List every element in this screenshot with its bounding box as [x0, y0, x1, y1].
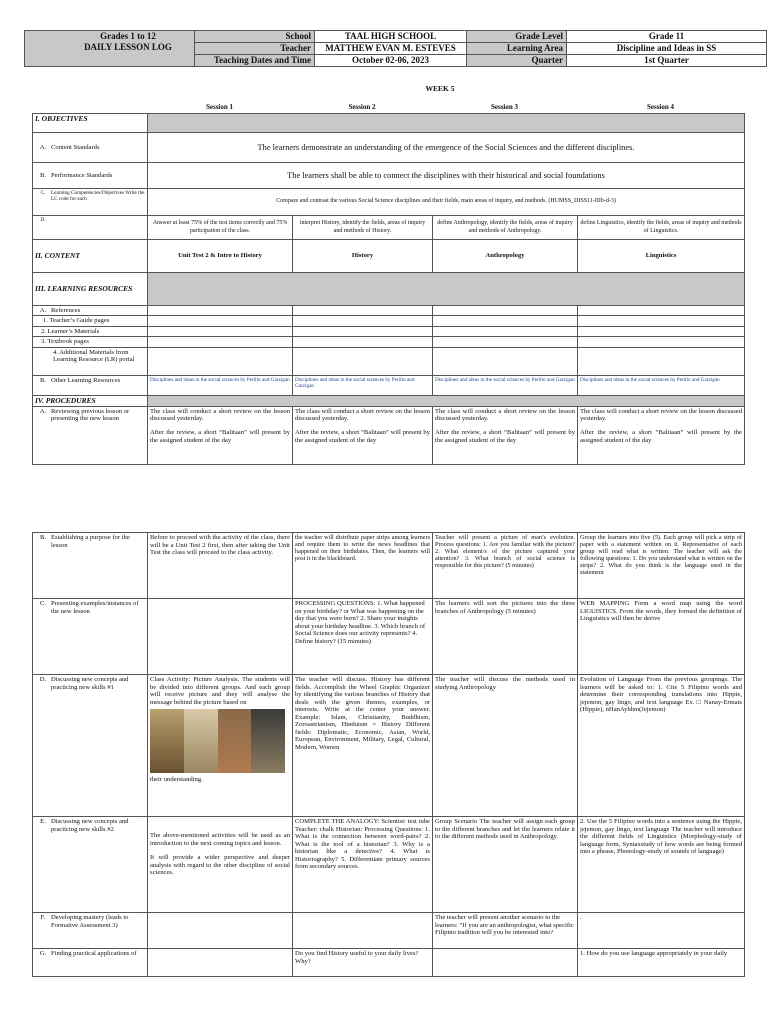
- review-label: Reviewing previous lesson or presenting the new lesson: [51, 407, 130, 423]
- examples-session-1: [148, 599, 293, 675]
- school-value: TAAL HIGH SCHOOL: [315, 31, 467, 43]
- purpose-label: Establishing a purpose for the lesson: [51, 534, 130, 549]
- mastery-session-3: The teacher will present another scenario to the learners: “If you are an anthropologist, what specific Filipino tradition will you be interested into?: [433, 913, 578, 949]
- new-skills-2-session-1: The above-mentioned activities will be used as an introduction to the next coming topics and lesson. It will provide a wider perspective and deeper analysis with regard to the other discipline of social sciences.: [148, 817, 293, 913]
- teachers-guide-label: 1. Teacher’s Guide pages: [33, 316, 148, 326]
- log-title: DAILY LESSON LOG: [84, 42, 172, 52]
- performance-standards-label: Performance Standards: [51, 171, 113, 179]
- new-skills-2-session-4: 2. Use the 5 Filipino words into a sentence using the Hippie, jejemon, gay lingo, text language The teacher will introduce the different fields of Linguistics (Morphology-study of language form, Syntaxstudy of how words are being formed into a phrase, Phonology-study of sounds of language): [578, 817, 745, 913]
- other-resources-letter: B.: [39, 376, 47, 384]
- new-skills-1-session-2: The teacher will discuss. History has different fields. Accomplish the Wheel Graphic Organizer by identifying the various branches of History that deals with the given themes, examples, or interests. Write at the center your answer. Example: Islam, Christianity, Buddhism, Zoroastrianism, Hinduism = History Different fields: Diplomatic, Economic, Asian, World, European, Environment, Military, Legal, Cultural, Modern, Women: [293, 675, 433, 817]
- performance-standards-text: The learners shall be able to connect the disciplines with their historical and social foundations: [148, 163, 745, 189]
- review-letter: A.: [39, 407, 47, 415]
- procedures-heading: IV. PROCEDURES: [33, 395, 148, 406]
- new-skills-1-session-1: Class Activity: Picture Analysis. The students will be divided into different groups. And each group will receive picture and they will analyse the message behind the picture based on their understanding.: [148, 675, 293, 817]
- other-resources-session-3: Disciplines and ideas in the social sciences by Perillo and Garzigan: [433, 375, 578, 395]
- mastery-letter: F.: [40, 914, 46, 921]
- content-session-1: Unit Test 2 & Intro to History: [148, 240, 293, 273]
- teacher-label: Teacher: [195, 43, 315, 55]
- quarter-label: Quarter: [467, 55, 567, 67]
- objective-d-letter: D.: [40, 217, 46, 223]
- objective-d-session-2: interpret History, identify the fields, areas of inquiry and methods of History.: [293, 216, 433, 240]
- examples-session-4: WEB MAPPING Form a word map using the word LIGUISTICS. From the words, they formed the definition of Linguistics will then be derive: [578, 599, 745, 675]
- performance-standards-letter: B.: [39, 171, 47, 179]
- quarter-value: 1st Quarter: [567, 55, 767, 67]
- other-resources-session-2: Disciplines and ideas in the social sciences by Perillo and Garzigan: [293, 375, 433, 395]
- lesson-table-page-2: [32, 532, 745, 977]
- session-3-header: Session 3: [490, 103, 519, 111]
- new-skills-1-session-4: Evolution of Language From the previous groupings. The learners will be asked to: 1. Cite 5 Filipino words and determine their corresponding translations into Hippie, jejemon, gay lingo, and text language Ex. □ Nanay-Ermats (Hippie), nHanAyhhm(Jejemon): [578, 675, 745, 817]
- new-skills-2-label: Discussing new concepts and practicing new skills #2: [51, 818, 129, 833]
- school-label: School: [195, 31, 315, 43]
- applications-letter: G.: [39, 950, 47, 957]
- objective-d-session-3: define Anthropology, identify the fields, areas of inquiry and methods of Anthropology.: [433, 216, 578, 240]
- mastery-session-4: .: [578, 913, 745, 949]
- teacher-value: MATTHEW EVAN M. ESTEVES: [315, 43, 467, 55]
- content-standards-letter: A.: [39, 143, 47, 151]
- session-headers: [0, 103, 768, 113]
- dates-label: Teaching Dates and Time: [195, 55, 315, 67]
- new-skills-2-session-2: COMPLETE THE ANALOGY: Scientist: test tube Teacher: chalk Historian: Processing Questions: 1. What is the connection between word-pairs? 2. What is the tool of a historian? 3. Why is a historian like a detective? 4. What is Historiography? 5. Differentiate primary sources from secondary sources.: [293, 817, 433, 913]
- additional-materials-label: 4. Additional Materials from Learning Resource (LR) portal: [33, 347, 148, 375]
- new-skills-2-session-3: Group Scenario The teacher will assign each group to the different branches and let the learners relate it to the different methods used in Anthropology.: [433, 817, 578, 913]
- examples-session-3: The learners will sort the pictures into the three branches of Anthropology (5 minutes): [433, 599, 578, 675]
- header-table: [24, 30, 767, 67]
- textbook-pages-label: 3. Textbook pages: [33, 337, 148, 347]
- content-session-3: Anthropology: [433, 240, 578, 273]
- other-resources-label: Other Learning Resources: [51, 376, 121, 384]
- session-2-header: Session 2: [348, 103, 376, 111]
- grade-level-value: Grade 11: [567, 31, 767, 43]
- content-standards-label: Content Standards: [51, 143, 100, 151]
- grade-level-label: Grade Level: [467, 31, 567, 43]
- references-label: References: [51, 307, 81, 314]
- objective-d-session-1: Answer at least 75% of the test items correctly and 75% participation of the class.: [148, 216, 293, 240]
- review-session-2: The class will conduct a short review on the lesson discussed yesterday. After the review, a short “Balitaan” will present by the assigned student of the day: [293, 406, 433, 464]
- session-1-header: Session 1: [205, 103, 234, 111]
- review-session-3: The class will conduct a short review on the lesson discussed yesterday. After the review, a short “Balitaan” will present by the assigned student of the day: [433, 406, 578, 464]
- learners-materials-label: 2. Learner’s Materials: [33, 326, 148, 336]
- new-skills-1-letter: D.: [39, 676, 47, 683]
- resources-heading: III. LEARNING RESOURCES: [33, 273, 148, 306]
- objectives-heading: I. OBJECTIVES: [33, 114, 148, 133]
- purpose-letter: B.: [39, 534, 47, 541]
- new-skills-1-label: Discussing new concepts and practicing new skills #1: [51, 676, 129, 691]
- applications-label: Finding practical applications of: [51, 950, 137, 957]
- competencies-letter: C.: [40, 190, 46, 196]
- references-letter: A.: [39, 307, 47, 314]
- purpose-session-1: Before to proceed with the activity of the class, there will be a Unit Test 2 first, then after taking the Unit Test the class will proceed to the class activity.: [148, 533, 293, 599]
- review-session-4: The class will conduct a short review on the lesson discussed yesterday. After the review, a short “Balitaan” will present by the assigned student of the day: [578, 406, 745, 464]
- dates-value: October 02-06, 2023: [315, 55, 467, 67]
- content-session-2: History: [293, 240, 433, 273]
- purpose-session-2: the teacher will distribute paper strips among learners and require them to write the news headlines that happened on their birthdates. Then, the learners will post it in the blackboard.: [293, 533, 433, 599]
- content-standards-text: The learners demonstrate an understanding of the emergence of the Social Sciences and the different disciplines.: [148, 133, 745, 163]
- other-resources-session-1: Disciplines and ideas in the social sciences by Perillo and Garzigan: [148, 375, 293, 395]
- week-label: WEEK 5: [425, 84, 455, 93]
- new-skills-2-letter: E.: [40, 818, 46, 825]
- mastery-session-2: [293, 913, 433, 949]
- examples-session-2: PROCESSING QUESTIONS: 1. What happened on your birthday? or What was happening on the day that you were born? 2. Share your insights about your birthday headline. 3. Which branch of Social Science does our activity represents? 4. Define history? (15 minutes): [293, 599, 433, 675]
- objective-d-session-4: define Linguistics, identify the fields, areas of inquiry and methods of Linguistics.: [578, 216, 745, 240]
- examples-label: Presenting examples/instances of the new lesson: [51, 600, 139, 615]
- grades-label: Grades 1 to 12: [100, 31, 156, 41]
- applications-session-4: 1. How do you use language appropriately in your daily: [578, 949, 745, 977]
- purpose-session-4: Group the learners into five (5). Each group will pick a strip of paper with a statement written on it. Representative of each group will read what is written. The teacher will ask the following questions: 1. Do you understand what is written on the strips? 2. What do you think is the language used in the statement: [578, 533, 745, 599]
- new-skills-1-session-3: The teacher will discuss the methods used in studying Anthropology: [433, 675, 578, 817]
- other-resources-session-4: Disciplines and ideas in the social sciences by Perillo and Garzigan: [578, 375, 745, 395]
- review-session-1: The class will conduct a short review on the lesson discussed yesterday. After the review, a short “Balitaan” will present by the assigned student of the day: [148, 406, 293, 464]
- content-session-4: Linguistics: [578, 240, 745, 273]
- examples-letter: C.: [39, 600, 47, 607]
- applications-session-2: Do you find History useful to your daily lives? Why?: [293, 949, 433, 977]
- learning-area-label: Learning Area: [467, 43, 567, 55]
- applications-session-1: [148, 949, 293, 977]
- purpose-session-3: Teacher will present a picture of man’s evolution. Process questions: 1. Are you familiar with the picture? 2. What element/s of the picture captured your attention? 3. What branch of social science is responsible for this picture? (5 minutes): [433, 533, 578, 599]
- lesson-table-page-1: [32, 113, 745, 465]
- session-4-header: Session 4: [646, 103, 675, 111]
- learning-area-value: Discipline and Ideas in SS: [567, 43, 767, 55]
- competencies-text: Compare and contrast the various Social Science disciplines and their fields, main areas of inquiry, and methods. (HUMSS_DISS11-IIIb-d-3): [148, 189, 745, 216]
- picture-analysis-image: [150, 709, 285, 773]
- mastery-session-1: [148, 913, 293, 949]
- mastery-label: Developing mastery (leads to Formative Assessment 3): [51, 914, 129, 929]
- content-heading: II. CONTENT: [33, 240, 148, 273]
- competencies-label: Learning Competencies/Objectives Write the LC code for each: [51, 190, 145, 202]
- applications-session-3: [433, 949, 578, 977]
